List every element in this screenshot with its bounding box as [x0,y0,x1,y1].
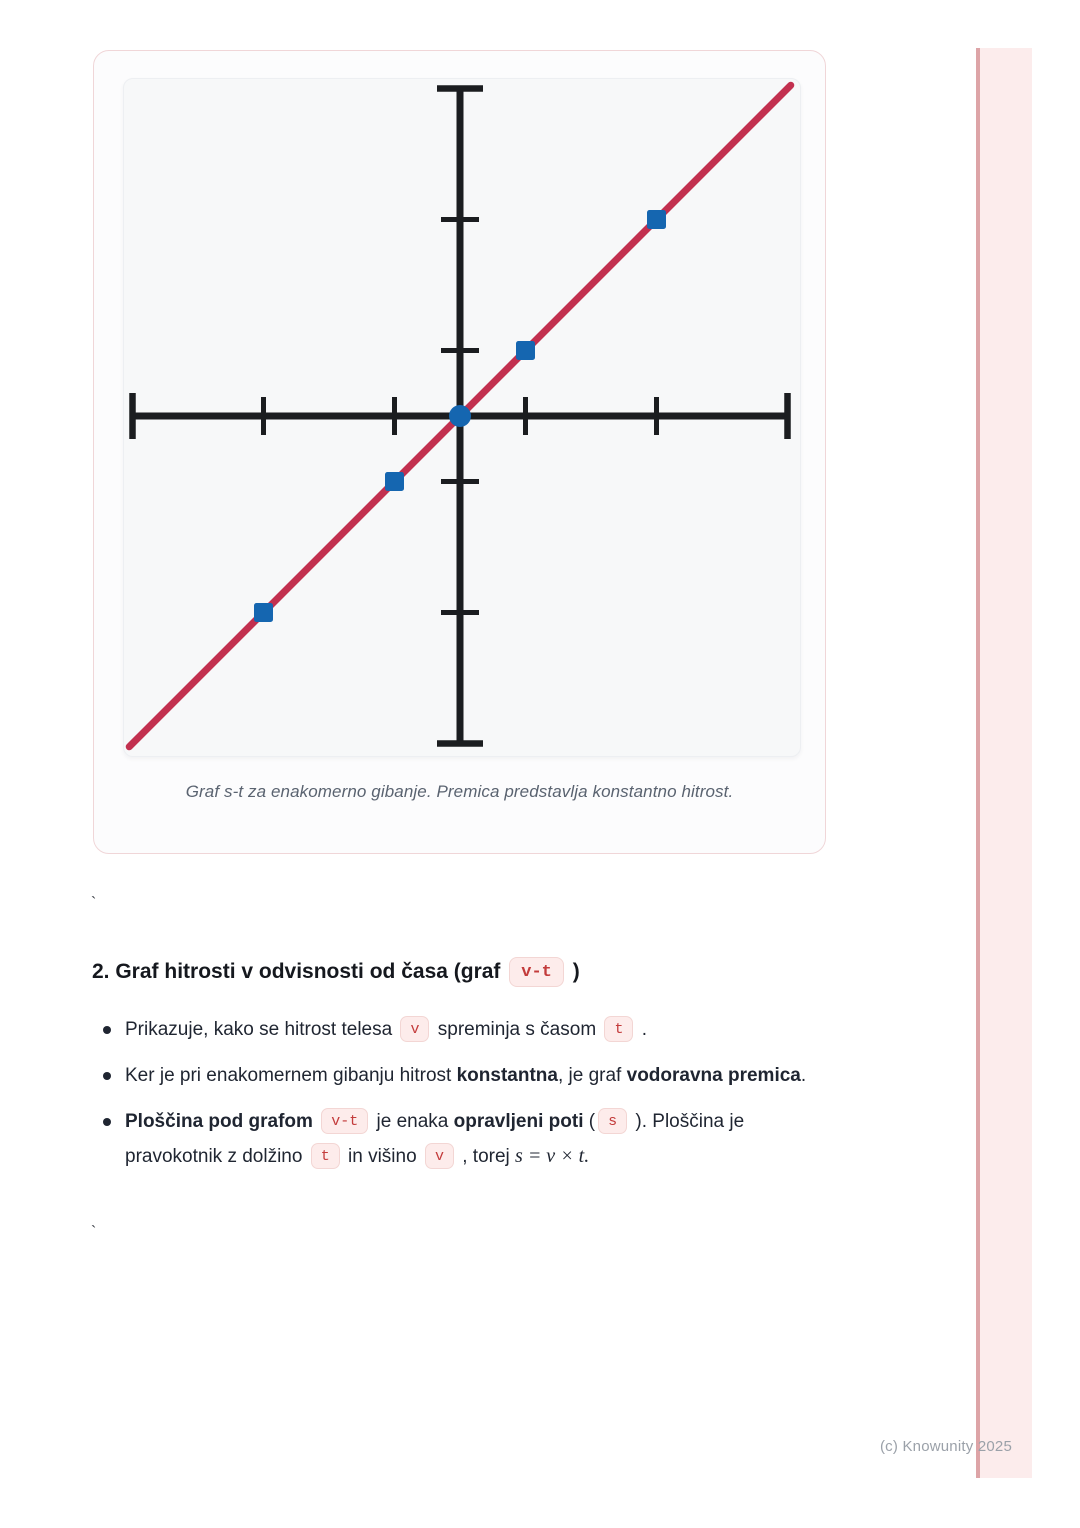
code-chip: t [604,1016,633,1042]
bullet-item [92,1105,808,1174]
section-heading [92,957,580,987]
stray-backtick-top: ` [91,895,97,912]
figure-card [93,50,826,854]
code-chip: v [400,1016,429,1042]
text-segment: Ker je pri enakomernem gibanju hitrost [125,1065,457,1086]
code-chip: t [311,1143,340,1169]
text-segment: 2. Graf hitrosti v odvisnosti od časa (graf [92,960,507,983]
code-chip: v [425,1143,454,1169]
text-segment: ). Ploščina je pravokotnik z dolžino [125,1111,745,1167]
bullet-item [92,1013,808,1047]
text-segment: ) [566,960,580,983]
data-point-square [516,341,535,360]
data-point-square [254,603,273,622]
math-expression: s = v × t. [515,1145,590,1167]
figure-caption: Graf s-t za enakomerno gibanje. Premica predstavlja konstantno hitrost. [185,782,734,801]
bullet-item [92,1059,808,1093]
text-segment: je enaka [371,1111,454,1132]
stray-backtick-bottom: ` [91,1224,97,1241]
text-segment: ( [583,1111,596,1132]
bullet-list [92,1013,808,1186]
text-segment: , torej [456,1146,516,1167]
text-segment: spreminja s časom [432,1019,602,1040]
data-point-square [647,210,666,229]
text-segment: in višino [342,1146,422,1167]
s-t-graph [124,79,800,756]
text-segment: Ploščina pod grafom [125,1111,319,1132]
origin-point [449,405,471,427]
code-chip: s [598,1108,627,1134]
text-segment: vodoravna premica [626,1065,801,1086]
code-chip: v-t [321,1108,368,1134]
data-point-square [385,472,404,491]
text-segment: opravljeni poti [453,1111,584,1132]
text-segment: Prikazuje, kako se hitrost telesa [125,1019,398,1040]
graph-panel [123,78,801,757]
text-segment: konstantna [456,1065,558,1086]
copyright-text: (c) Knowunity 2025 [879,1438,1012,1455]
text-segment: . [636,1019,648,1040]
text-segment: , je graf [557,1065,627,1086]
text-segment: . [800,1065,807,1086]
page-edge-highlight-bar [976,48,1032,1478]
code-chip: v-t [509,957,564,987]
